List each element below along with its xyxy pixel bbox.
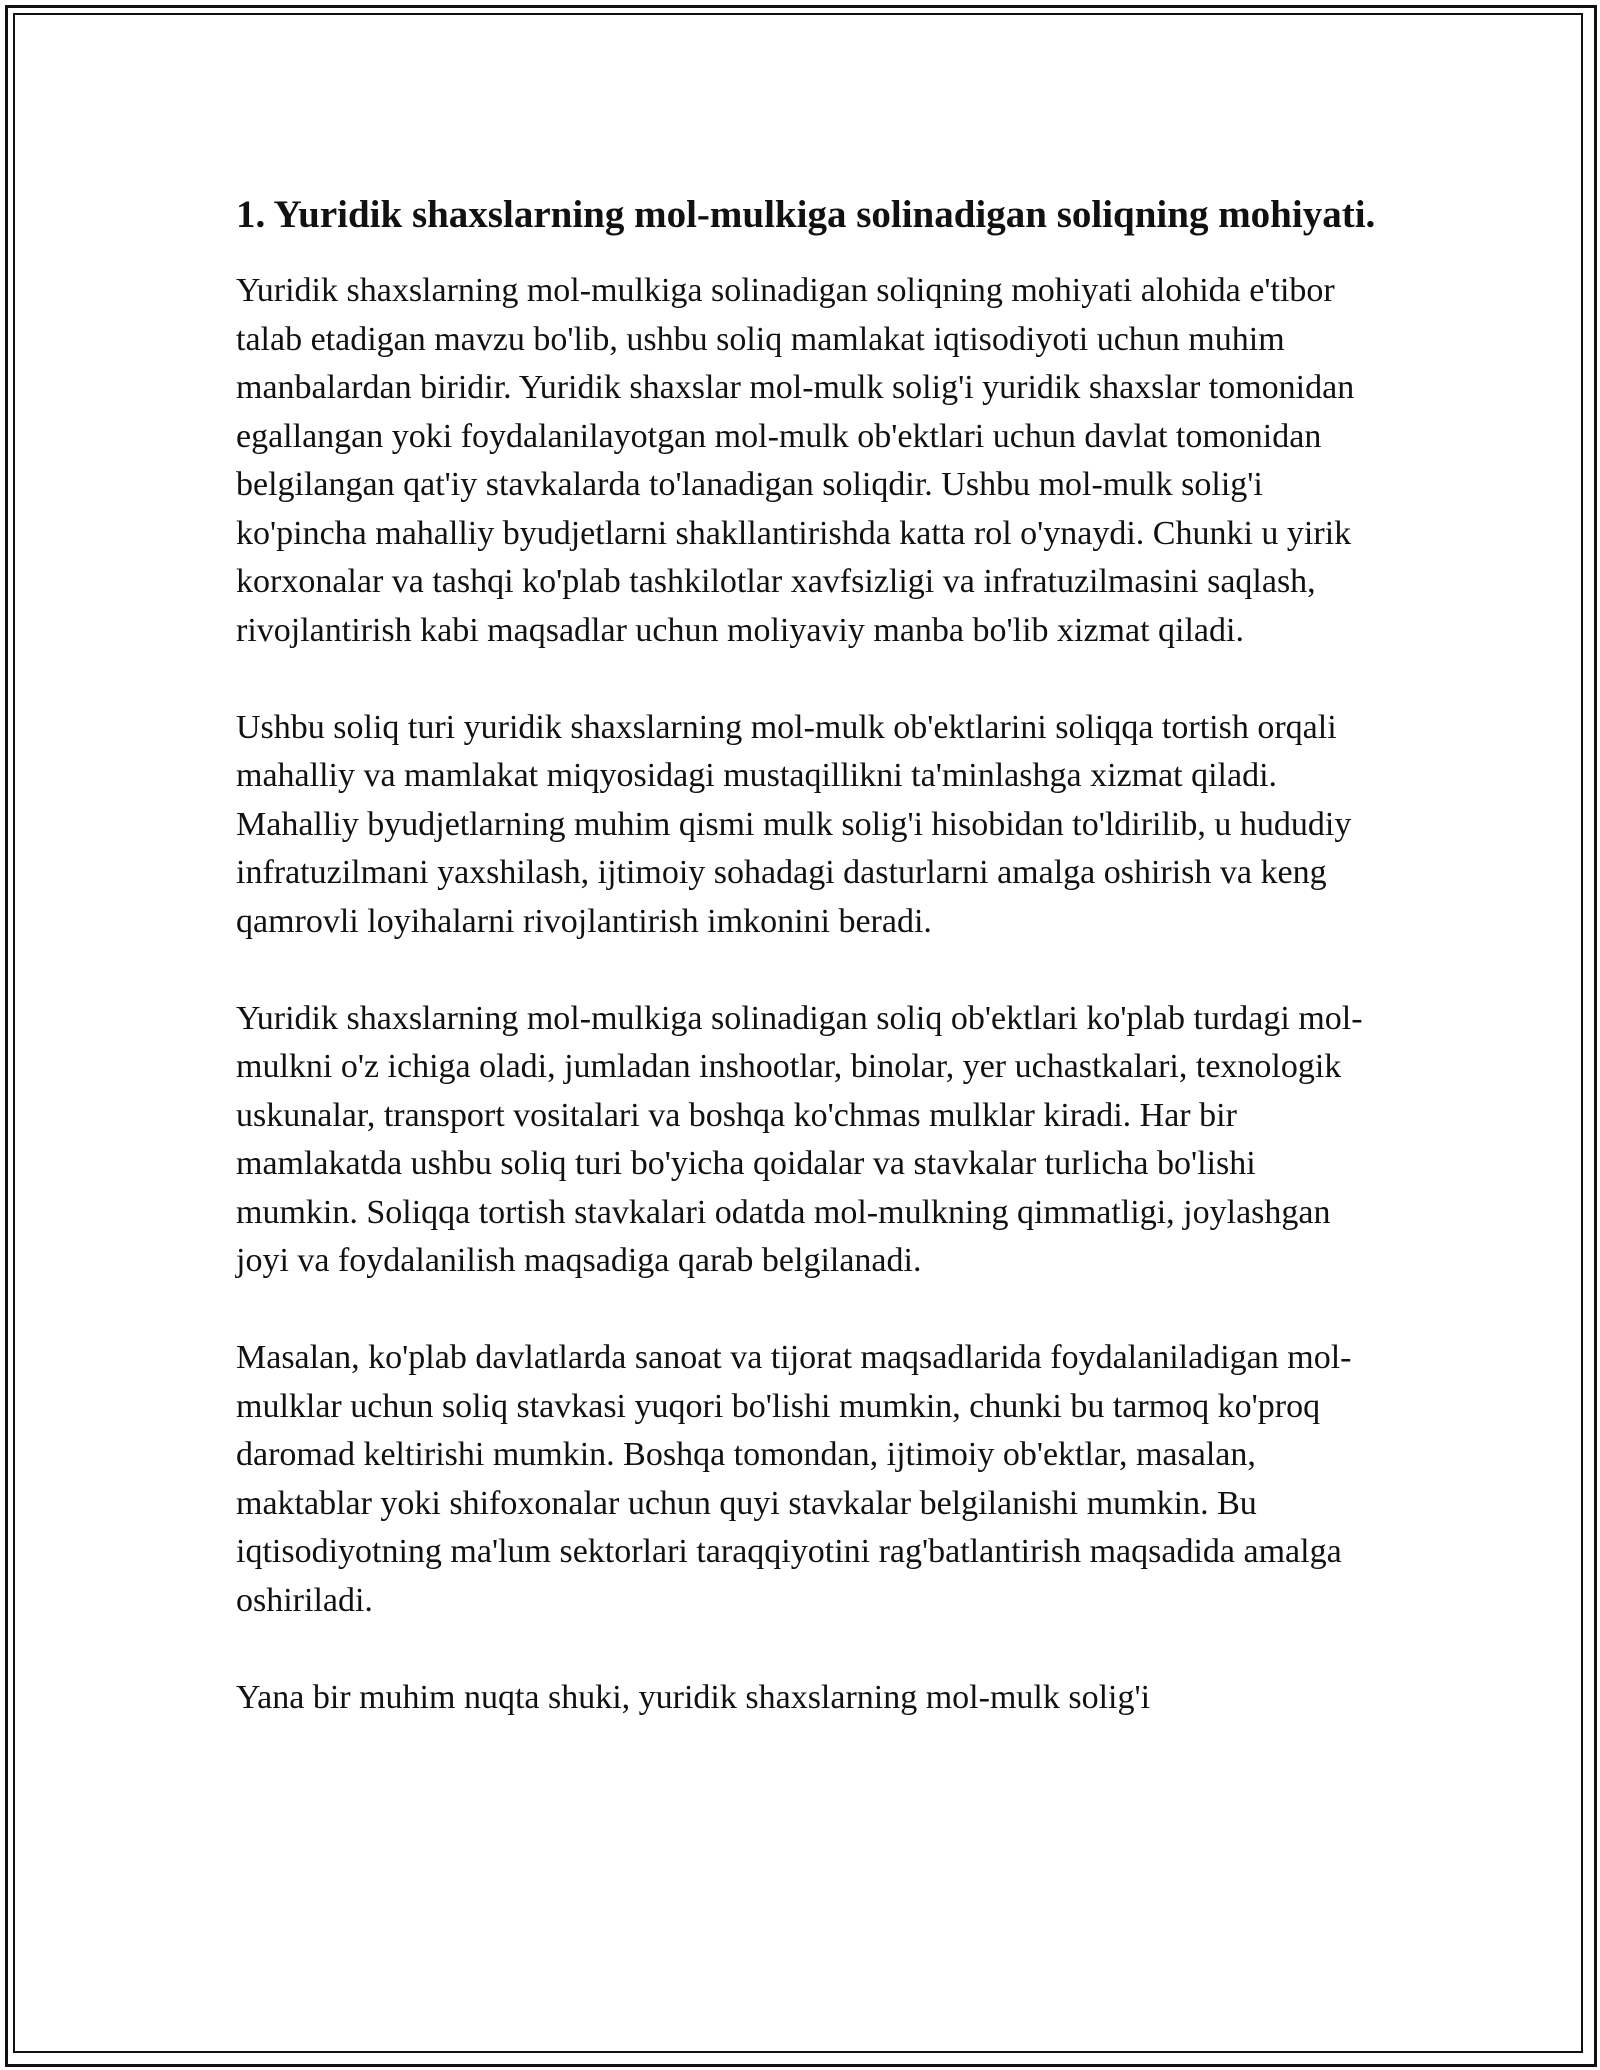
paragraph-1: Yuridik shaxslarning mol-mulkiga solinadigan soliqning mohiyati alohida e'tibor talab etadigan mavzu bo'lib, ushbu soliq mamlakat iqtisodiyoti uchun muhim manbalardan biridir. Yuridik shaxslar mol-mulk solig'i yuridik shaxslar tomonidan egallangan yoki foydalanilayotgan mol-mulk ob'ektlari uchun davlat tomonidan belgilangan qat'iy stavkalarda to'lanadigan soliqdir. Ushbu mol-mulk solig'i ko'pincha mahalliy byudjetlarni shakllantirishda katta rol o'ynaydi. Chunki u yirik korxonalar va tashqi ko'plab tashkilotlar xavfsizligi va infratuzilmasini saqlash, rivojlantirish kabi maqsadlar uchun moliyaviy manba bo'lib xizmat qiladi. <box>236 272 1355 649</box>
paragraph-3: Yuridik shaxslarning mol-mulkiga solinadigan soliq ob'ektlari ko'plab turdagi mol-mulkni o'z ichiga oladi, jumladan inshootlar, binolar, yer uchastkalari, texnologik uskunalar, transport vositalari va boshqa ko'chmas mulklar kiradi. Har bir mamlakatda ushbu soliq turi bo'yicha qoidalar va stavkalar turlicha bo'lishi mumkin. Soliqqa tortish stavkalari odatda mol-mulkning qimmatligi, joylashgan joyi va foydalanilish maqsadiga qarab belgilanadi. <box>236 999 1363 1279</box>
paragraph-4: Masalan, ko'plab davlatlarda sanoat va tijorat maqsadlarida foydalaniladigan mol-mulklar uchun soliq stavkasi yuqori bo'lishi mumkin, chunki bu tarmoq ko'proq daromad keltirishi mumkin. Boshqa tomondan, ijtimoiy ob'ektlar, masalan, maktablar yoki shifoxonalar uchun quyi stavkalar belgilanishi mumkin. Bu iqtisodiyotning ma'lum sektorlari taraqqiyotini rag'batlantirish maqsadida amalga oshiriladi. <box>236 1339 1352 1619</box>
paragraph-5: Yana bir muhim nuqta shuki, yuridik shaxslarning mol-mulk solig'i <box>236 1678 1151 1716</box>
paragraph-2: Ushbu soliq turi yuridik shaxslarning mol-mulk ob'ektlarini soliqqa tortish orqali mahalliy va mamlakat miqyosidagi mustaqillikni ta'minlashga xizmat qiladi. Mahalliy byudjetlarning muhim qismi mulk solig'i hisobidan to'ldirilib, u hududiy infratuzilmani yaxshilash, ijtimoiy sohadagi dasturlarni amalga oshirish va keng qamrovli loyihalarni rivojlantirish imkonini beradi. <box>236 708 1352 940</box>
page-title: 1. Yuridik shaxslarning mol-mulkiga solinadigan soliqning mohiyati. <box>236 193 1376 236</box>
document-body <box>236 186 1376 1771</box>
